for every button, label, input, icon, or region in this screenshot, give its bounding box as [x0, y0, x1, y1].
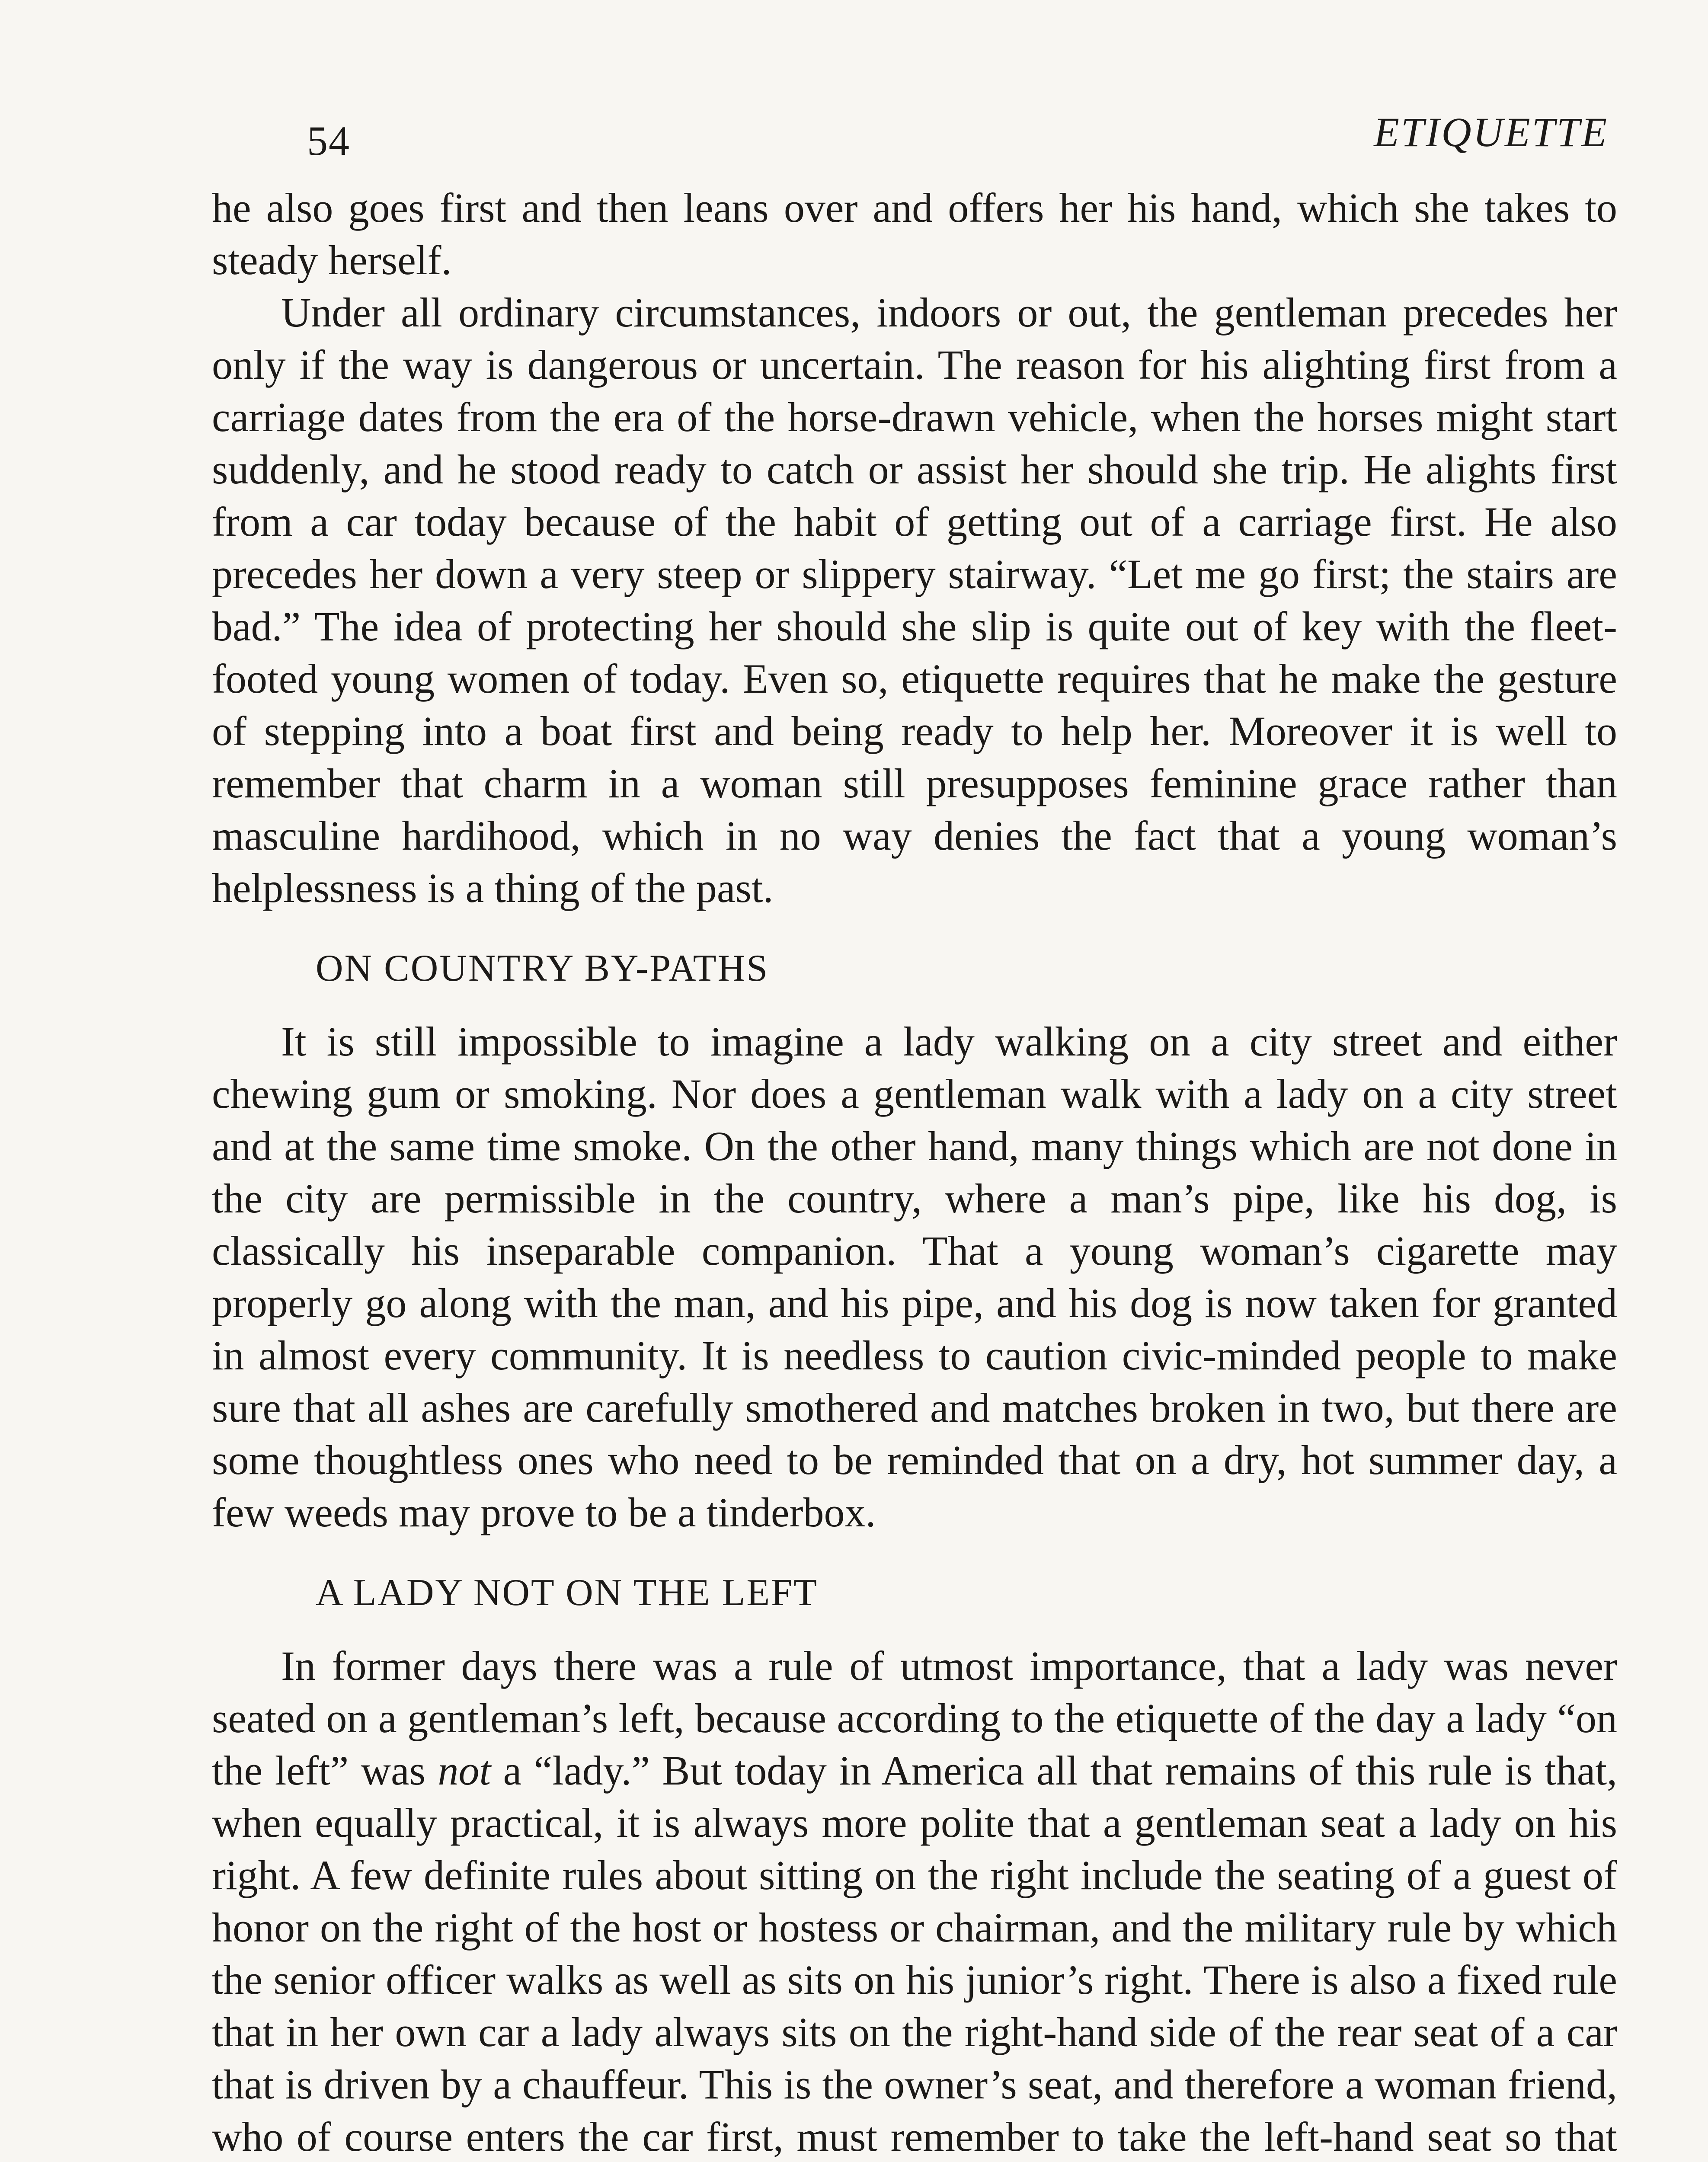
- paragraph-text: In former days there was a rule of utmost importance, that a lady was never seated on a gentleman’s left, because according to the etiquette of the day a lady “on the left” was: [212, 1643, 1617, 1794]
- section-heading: A LADY NOT ON THE LEFT: [316, 1572, 818, 1614]
- emphasis-text: not: [438, 1747, 491, 1794]
- paragraph: [212, 1640, 1617, 2162]
- paragraph-text: a “lady.” But today in America all that remains of this rule is that, when equally practical, it is always more polite that a gentleman seat a lady on his right. A few definite rules about sitting on the right include the seating of a guest of honor on the right of the host or hostess or chairman, and the military rule by which the senior officer walks as well as sits on his junior’s right. There is also a fixed rule that in her own car a lady always sits on the right-hand side of the rear seat of a car that is driven by a chauffeur. This is the owner’s seat, and therefore a woman friend, who of course enters the car first, must remember to take the left-hand seat so that: [212, 1747, 1618, 2160]
- paragraph: It is still impossible to imagine a lady walking on a city street and either chewing gum or smoking. Nor does a gentleman walk with a lady on a city street and at the same time smoke. On the other hand, many things which are not done in the city are permissible in the country, where a man’s pipe, like his dog, is classically his inseparable companion. That a young woman’s cigarette may properly go along with the man, and his pipe, and his dog is now taken for granted in almost every community. It is needless to caution civic-minded people to make sure that all ashes are carefully smothered and matches broken in two, but there are some thoughtless ones who need to be reminded that on a dry, hot summer day, a few weeds may prove to be a tinderbox.: [212, 1018, 1617, 1535]
- body-text: [212, 182, 1617, 2162]
- page-number: 54: [307, 118, 350, 164]
- page-header: [212, 99, 1609, 164]
- paragraph: Under all ordinary circumstances, indoors or out, the gentleman precedes her only if the way is dangerous or uncertain. The reason for his alighting first from a carriage dates from the era of the horse-drawn vehicle, when the horses might start suddenly, and he stood ready to catch or assist her should she trip. He alights first from a car today because of the habit of getting out of a carriage first. He also precedes her down a very steep or slippery stairway. “Let me go first; the stairs are bad.” The idea of protecting her should she slip is quite out of key with the fleet-footed young women of today. Even so, etiquette requires that he make the gesture of stepping into a boat first and being ready to help her. Moreover it is well to remember that charm in a woman still presupposes feminine grace rather than masculine hardihood, which in no way denies the fact that a young woman’s helplessness is a thing of the past.: [212, 289, 1617, 911]
- paragraph: he also goes first and then leans over and offers her his hand, which she takes to steady herself.: [212, 185, 1617, 283]
- section-heading: ON COUNTRY BY-PATHS: [316, 947, 769, 989]
- running-head: ETIQUETTE: [1374, 109, 1609, 155]
